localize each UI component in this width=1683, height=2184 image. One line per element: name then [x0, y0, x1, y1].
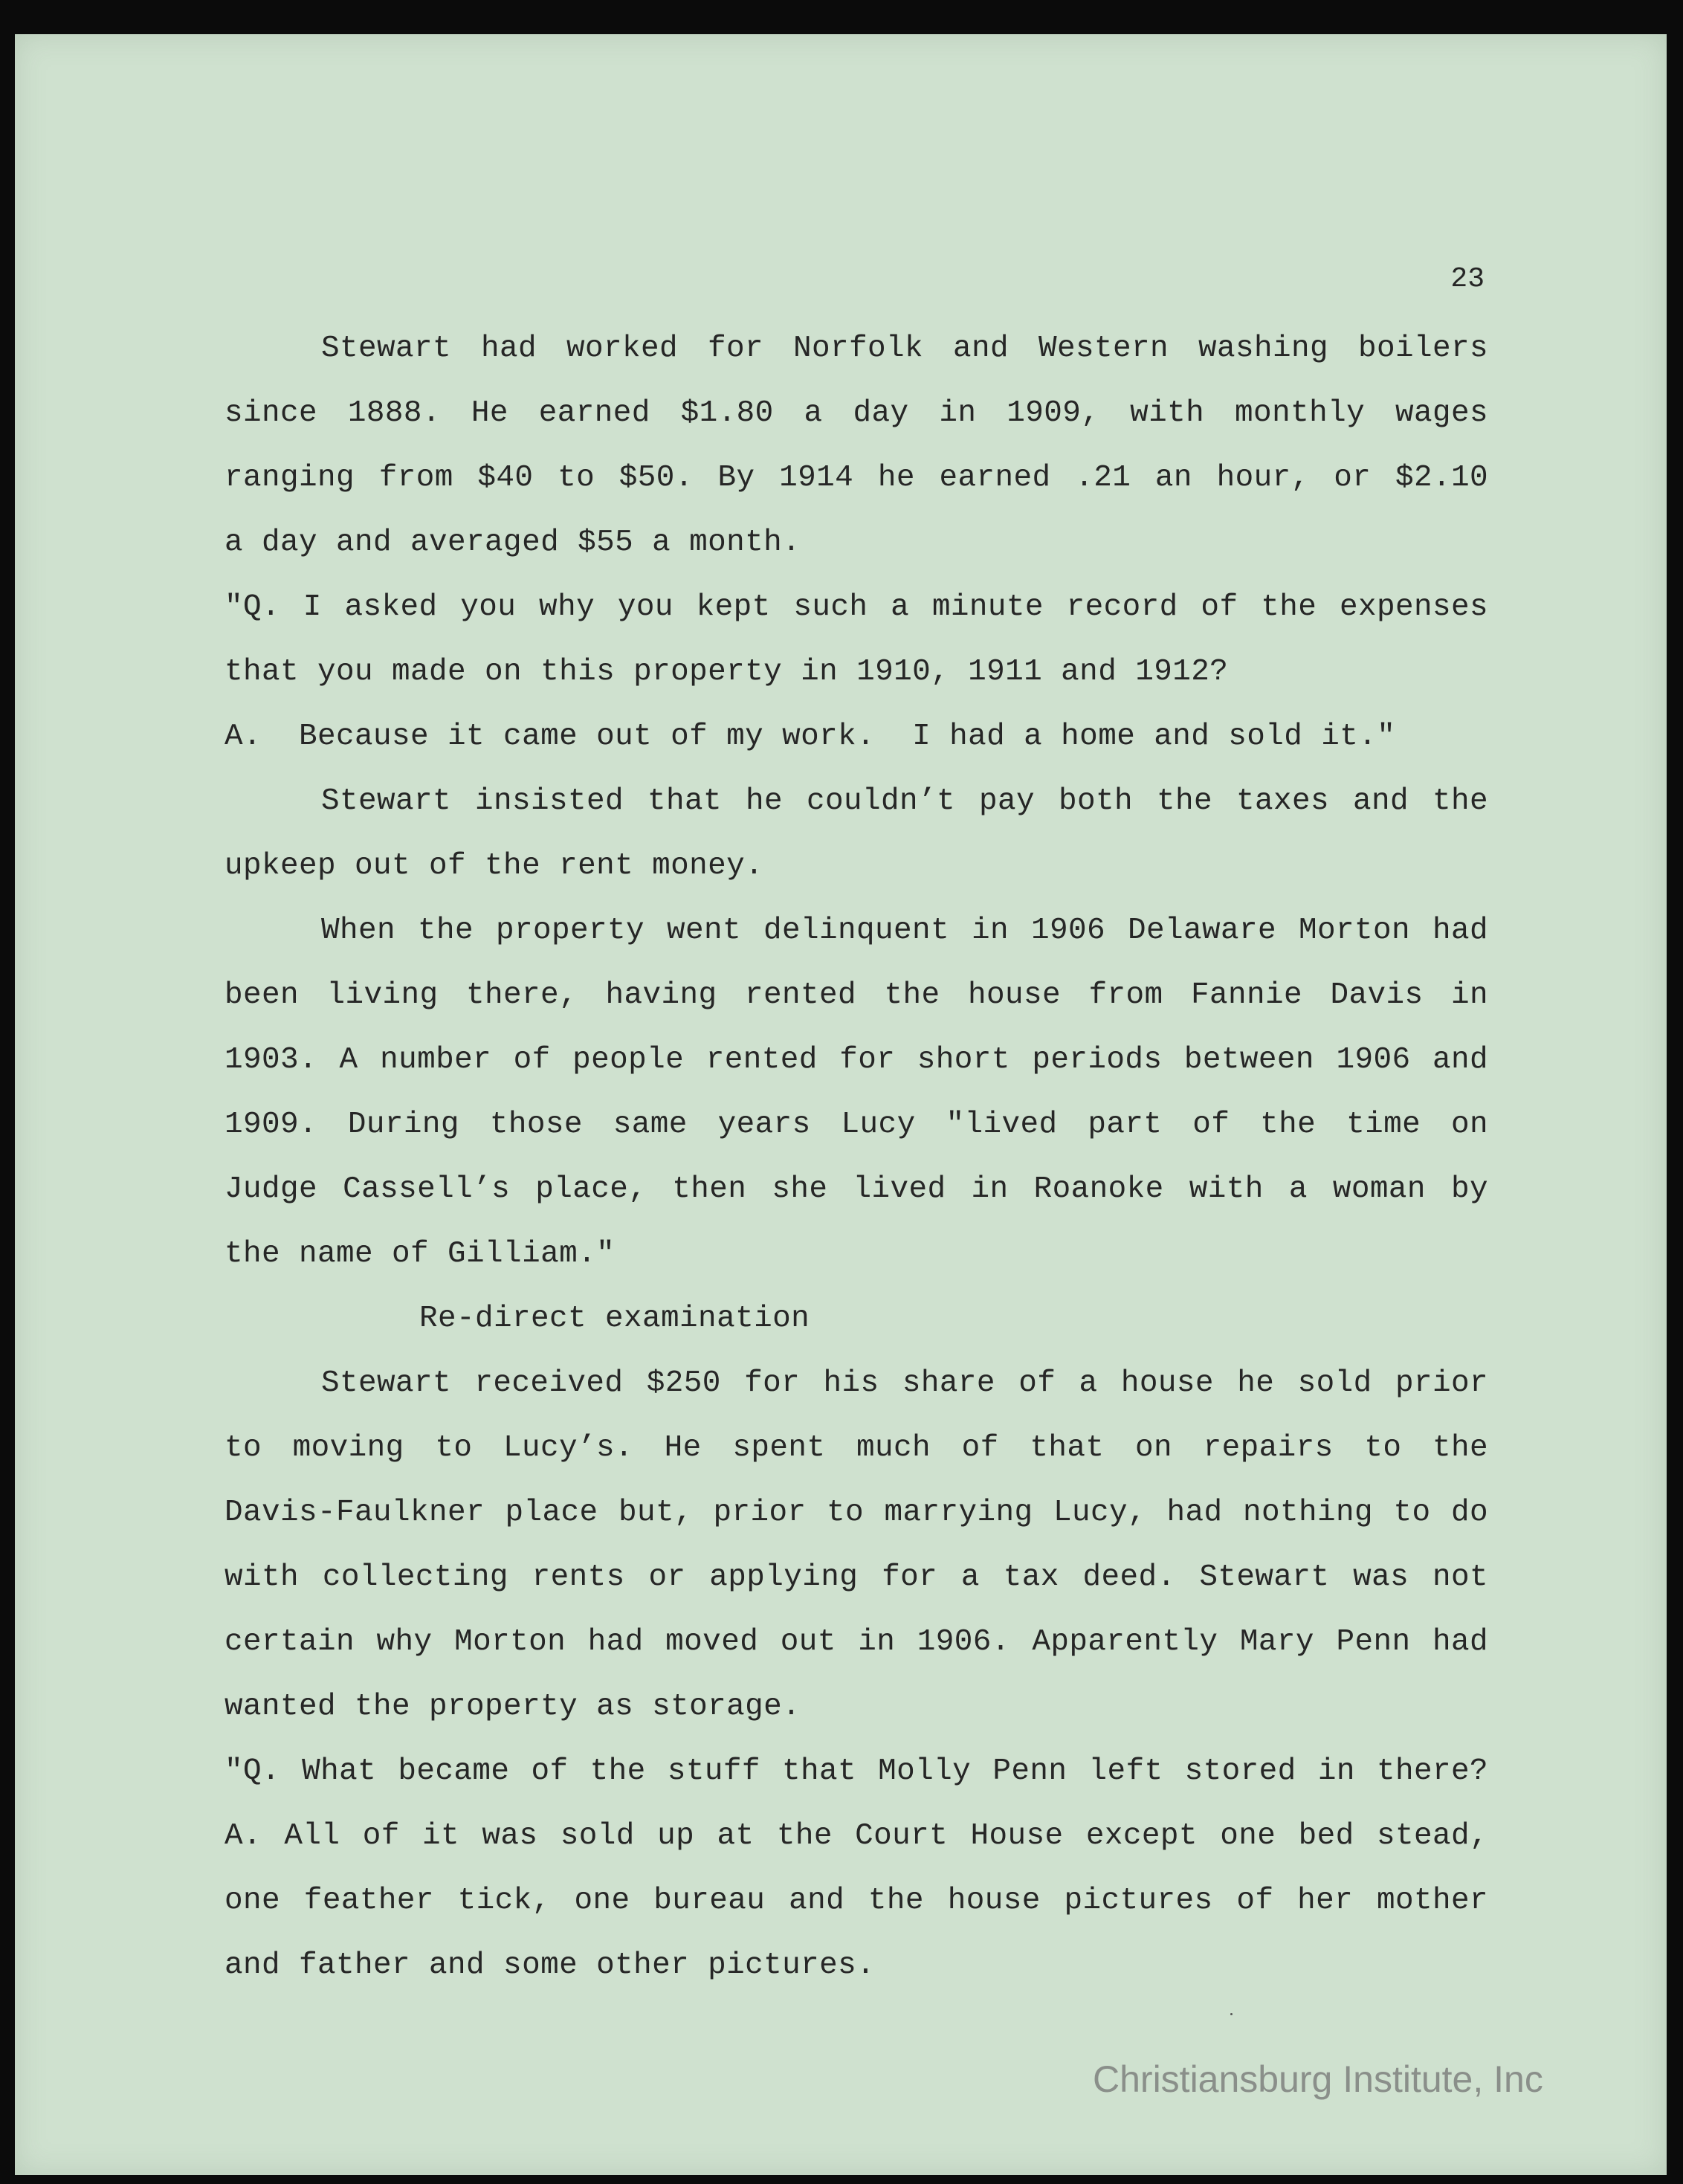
text-line: wanted the property as storage. — [224, 1690, 801, 1724]
text-line: Judge Cassell’s place, then she lived in Roanoke with a woman by — [224, 1172, 1488, 1206]
text-line: certain why Morton had moved out in 1906. Apparently Mary Penn had — [224, 1625, 1488, 1659]
text-line: to moving to Lucy’s. He spent much of that on repairs to the — [224, 1431, 1488, 1465]
watermark: Christiansburg Institute, Inc — [1093, 2058, 1543, 2100]
text-line: the name of Gilliam." — [224, 1237, 616, 1271]
text-line: one feather tick, one bureau and the house pictures of her mother — [224, 1884, 1488, 1918]
body-text — [224, 317, 1488, 1998]
text-line: 1909. During those same years Lucy "lived part of the time on — [224, 1108, 1488, 1142]
text-line: "Q. What became of the stuff that Molly Penn left stored in there? — [224, 1754, 1488, 1789]
text-line: since 1888. He earned $1.80 a day in 1909, with monthly wages — [224, 396, 1488, 430]
text-line: Stewart received $250 for his share of a house he sold prior — [321, 1366, 1488, 1400]
document-page — [15, 34, 1667, 2175]
text-line: 1903. A number of people rented for short periods between 1906 and — [224, 1043, 1488, 1077]
text-line: A. Because it came out of my work. I had a home and sold it." — [224, 720, 1396, 754]
text-line: with collecting rents or applying for a tax deed. Stewart was not — [224, 1560, 1488, 1595]
page-number: 23 — [1450, 263, 1485, 295]
paper-speck — [1230, 2013, 1233, 2015]
text-line: When the property went delinquent in 1906 Delaware Morton had — [321, 914, 1488, 948]
text-line: Re-direct examination — [419, 1302, 810, 1336]
text-line: upkeep out of the rent money. — [224, 849, 764, 883]
text-line: and father and some other pictures. — [224, 1948, 876, 1983]
text-line: that you made on this property in 1910, 1911 and 1912? — [224, 655, 1229, 689]
text-line: "Q. I asked you why you kept such a minute record of the expenses — [224, 590, 1488, 624]
text-line: a day and averaged $55 a month. — [224, 526, 801, 560]
text-line: been living there, having rented the house from Fannie Davis in — [224, 978, 1488, 1012]
text-line: Davis-Faulkner place but, prior to marrying Lucy, had nothing to do — [224, 1496, 1488, 1530]
text-line: Stewart had worked for Norfolk and Western washing boilers — [321, 332, 1488, 366]
text-line: Stewart insisted that he couldn’t pay both the taxes and the — [321, 784, 1488, 818]
text-line: ranging from $40 to $50. By 1914 he earned .21 an hour, or $2.10 — [224, 461, 1488, 495]
text-line: A. All of it was sold up at the Court House except one bed stead, — [224, 1819, 1488, 1853]
